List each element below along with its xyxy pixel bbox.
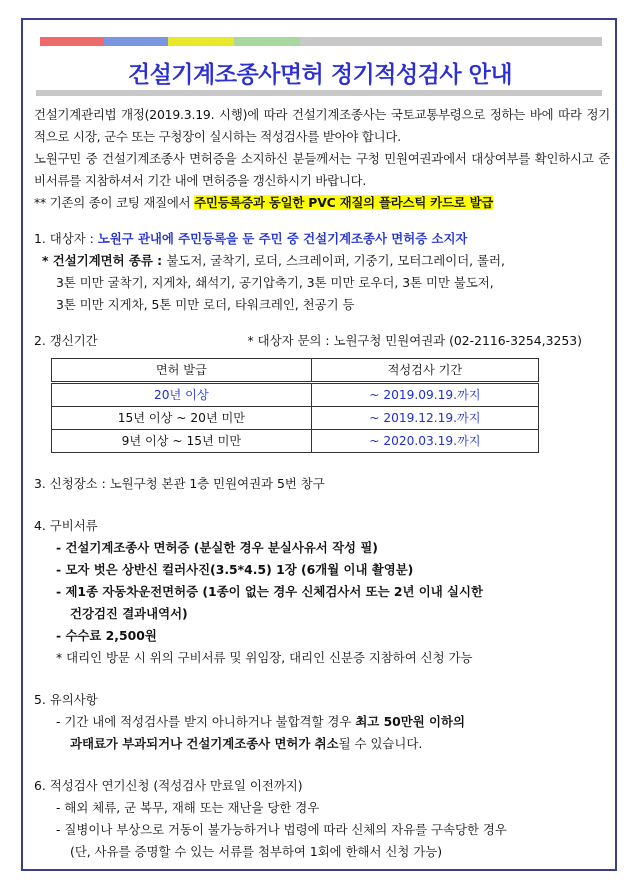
section-renewal (34, 330, 610, 453)
intro-paragraph-3 (34, 192, 610, 214)
table-cell-period: ~ 2020.03.19.까지 (311, 430, 538, 453)
document-item: - 모자 벗은 상반신 컬러사진(3.5*4.5) 1장 (6개월 이내 촬영분) (56, 562, 414, 577)
document-item: - 수수료 2,500원 (56, 628, 157, 643)
table-row (52, 383, 539, 407)
renewal-label: 2. 갱신기간 (34, 333, 98, 348)
stripe-green (234, 37, 300, 46)
page-title: 건설기계조종사면허 정기적성검사 안내 (127, 62, 513, 88)
stripe-yellow (168, 37, 234, 46)
document-item-continued: 건강검진 결과내역서) (70, 606, 188, 621)
document-item: - 건설기계조종사 면허증 (분실한 경우 분실사유서 작성 필) (56, 540, 378, 555)
target-label: 1. 대상자 : (34, 231, 98, 246)
title-rule (36, 90, 602, 96)
stripe-blue (104, 37, 168, 46)
table-row (52, 407, 539, 430)
document-body (34, 104, 610, 863)
section-target (34, 228, 610, 316)
proxy-note: * 대리인 방문 시 위의 구비서류 및 위임장, 대리인 신분증 지참하여 신청 가능 (56, 650, 473, 665)
table-header-period: 적성검사 기간 (311, 359, 538, 383)
intro-note-prefix: ** 기존의 종이 코팅 재질에서 (34, 195, 195, 210)
postpone-item: - 해외 체류, 군 복무, 재해 또는 재난을 당한 경우 (56, 800, 320, 815)
intro-note-highlight: 주민등록증과 동일한 PVC 재질의 플라스틱 카드로 발급 (194, 195, 494, 210)
table-cell-period: ~ 2019.12.19.까지 (311, 407, 538, 430)
table-cell-issued: 20년 이상 (52, 383, 312, 407)
section-documents (34, 515, 610, 669)
caution-text: - 기간 내에 적성검사를 받지 아니하거나 불합격할 경우 (56, 714, 356, 729)
postpone-item: - 질병이나 부상으로 거동이 불가능하거나 법령에 따라 신체의 자유를 구속당한 경우 (56, 822, 507, 837)
caution-penalty: 과태료가 부과되거나 건설기계조종사 면허가 취소 (70, 736, 339, 751)
table-header-issued: 면허 발급 (52, 359, 312, 383)
section-postpone (34, 775, 610, 863)
license-kinds-line-2: 3톤 미만 굴착기, 지게차, 쇄석기, 공기압축기, 3톤 미만 로우더, 3톤 미만 불도저, (56, 275, 494, 290)
caution-text-end: 될 수 있습니다. (338, 736, 423, 751)
caution-fine: 최고 50만원 이하의 (355, 714, 465, 729)
license-kinds-line-3: 3톤 미만 지게차, 5톤 미만 로더, 타워크레인, 천공기 등 (56, 297, 355, 312)
table-row (52, 430, 539, 453)
location-line: 3. 신청장소 : 노원구청 본관 1층 민원여권과 5번 창구 (34, 476, 325, 491)
target-line (34, 228, 610, 250)
renewal-contact: * 대상자 문의 : 노원구청 민원여권과 (02-2116-3254,3253) (247, 333, 582, 348)
documents-label: 4. 구비서류 (34, 518, 98, 533)
renewal-header (34, 330, 610, 352)
table-cell-issued: 15년 이상 ~ 20년 미만 (52, 407, 312, 430)
license-kinds-line-1 (34, 250, 610, 272)
caution-line-2 (34, 733, 610, 755)
postpone-note: (단, 사유를 증명할 수 있는 서류를 첨부하여 1회에 한해서 신청 가능) (70, 844, 443, 859)
caution-line-1 (34, 711, 610, 733)
document-item: - 제1종 자동차운전면허증 (1종이 없는 경우 신체검사서 또는 2년 이내 실시한 (56, 584, 483, 599)
section-location (34, 473, 610, 495)
table-cell-issued: 9년 이상 ~ 15년 미만 (52, 430, 312, 453)
postpone-label: 6. 적성검사 연기신청 (적성검사 만료일 이전까지) (34, 778, 303, 793)
target-value: 노원구 관내에 주민등록을 둔 주민 중 건설기계조종사 면허증 소지자 (97, 231, 468, 246)
section-cautions (34, 689, 610, 755)
stripe-red (40, 37, 104, 46)
intro-paragraph-1: 건설기계관리법 개정(2019.3.19. 시행)에 따라 건설기계조종사는 국토교통부령으로 정하는 바에 따라 정기적으로 시장, 군수 또는 구청장이 실시하는 적성검사를 받아야 합니다. (34, 107, 610, 144)
license-kinds-1: 불도저, 굴착기, 로더, 스크레이퍼, 기중기, 모터그레이더, 롤러, (166, 253, 505, 268)
stripe-gray (300, 37, 602, 46)
license-kinds-label: * 건설기계면허 종류 : (42, 253, 167, 268)
table-cell-period: ~ 2019.09.19.까지 (311, 383, 538, 407)
intro-paragraph-2: 노원구민 중 건설기계조종사 면허증을 소지하신 분들께서는 구청 민원여권과에서 대상여부를 확인하시고 준비서류를 지참하셔서 기간 내에 면허증을 갱신하시기 바랍니다. (34, 151, 610, 188)
cautions-label: 5. 유의사항 (34, 692, 98, 707)
renewal-table (51, 358, 539, 453)
